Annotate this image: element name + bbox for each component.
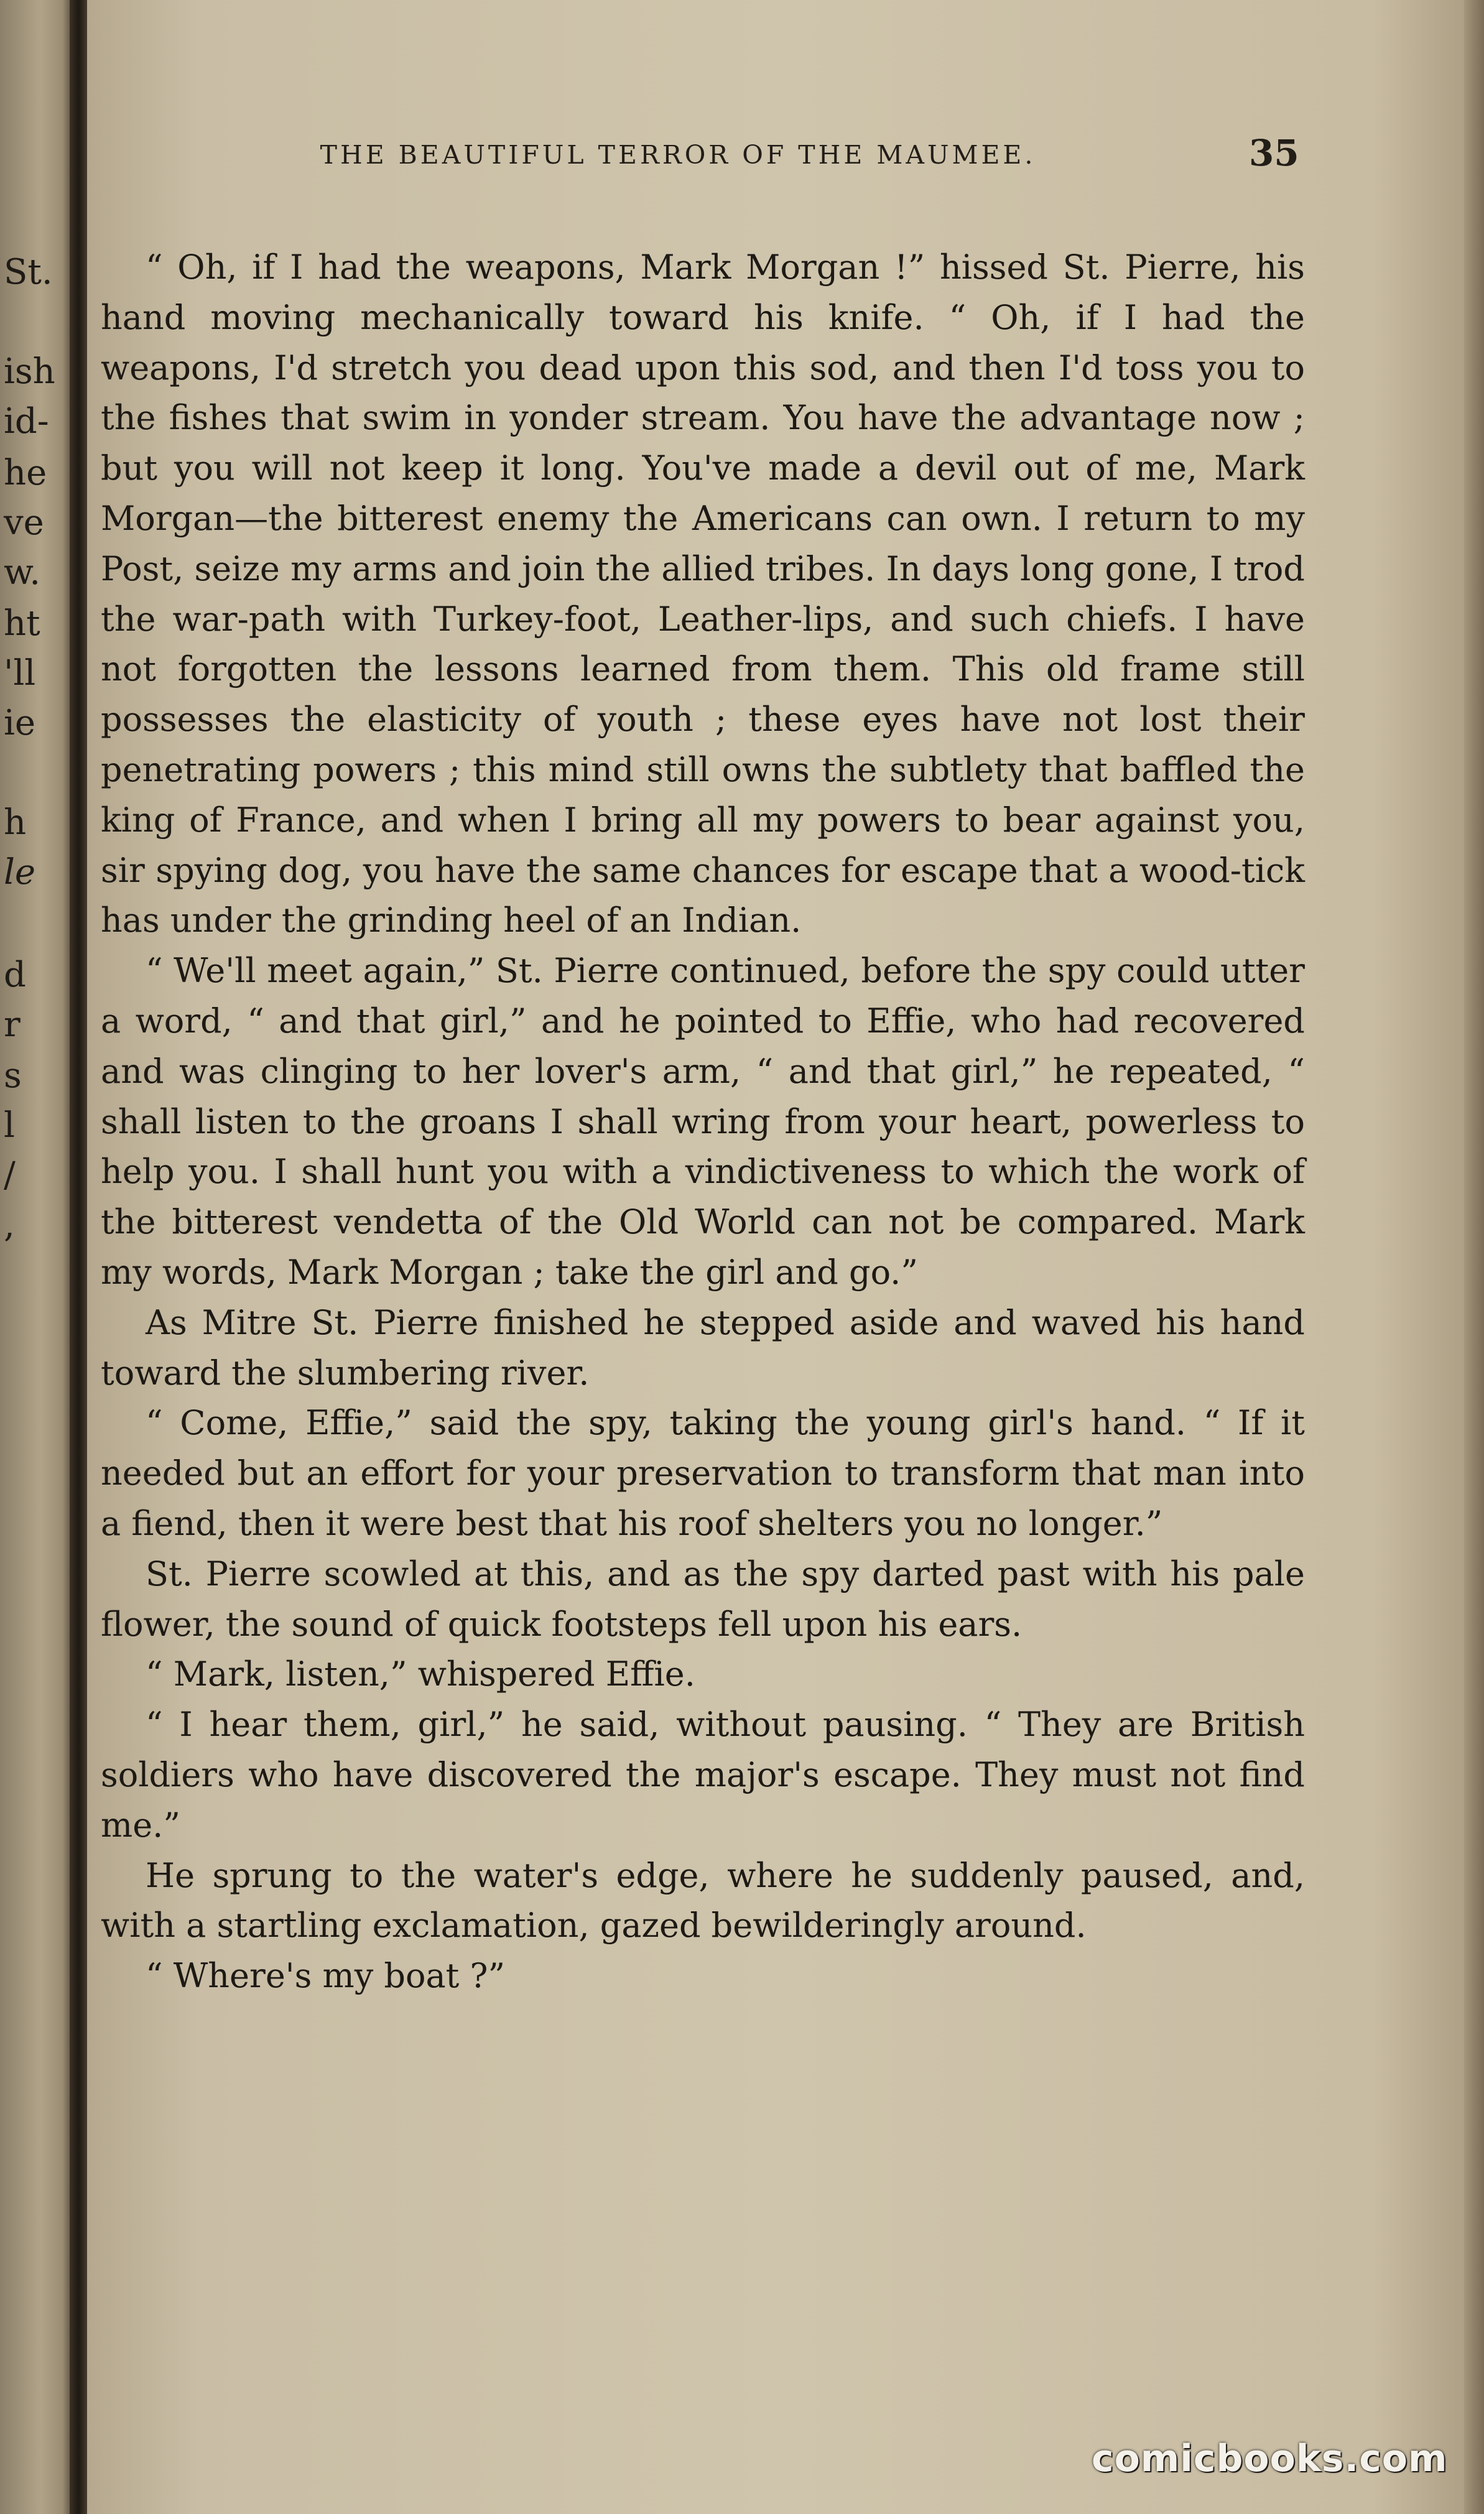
left-page-fragment: 'll — [4, 653, 36, 693]
paragraph: St. Pierre scowled at this, and as the spy darted past with his pale flower, the sound of quick footsteps fell upon his ears. — [101, 1554, 1305, 1644]
paragraph: As Mitre St. Pierre finished he stepped aside and waved his hand toward the slumbering river. — [101, 1302, 1305, 1393]
left-page-fragment: id- — [4, 401, 49, 442]
left-page-fragment: s — [4, 1055, 22, 1096]
left-page-fragment: / — [4, 1155, 16, 1195]
left-page-margin — [0, 0, 73, 2514]
paragraph: He sprung to the water's edge, where he suddenly paused, and, with a startling exclamation, gazed bewilderingly around. — [101, 1855, 1305, 1946]
left-page-fragment: ve — [4, 503, 44, 543]
left-page-fragment: l — [4, 1105, 15, 1146]
left-page-fragment: he — [4, 453, 47, 493]
left-page-fragment: ht — [4, 603, 40, 644]
left-page-fragment: ish — [4, 351, 55, 392]
left-page-fragment: St. — [4, 252, 53, 292]
left-page-fragment: le — [4, 852, 36, 893]
paragraph: “ I hear them, girl,” he said, without pausing. “ They are British soldiers who have discovered the major's escape. They must not find me.” — [101, 1705, 1305, 1845]
paragraph: “ Come, Effie,” said the spy, taking the young girl's hand. “ If it needed but an effort for your preservation to transform that man into a fiend, then it were best that his roof shelters you no longer.” — [101, 1403, 1305, 1543]
paragraph: “ Oh, if I had the weapons, Mark Morgan !” hissed St. Pierre, his hand moving mechanically toward his knife. “ Oh, if I had the weapons, I'd stretch you dead upon this sod, and then I'd toss you to the fishes that swim in yonder stream. You have the advantage now ; but you will not keep it long. You've made a devil out of me, Mark Morgan—the bitterest enemy the Americans can own. I return to my Post, seize my arms and join the allied tribes. In days long gone, I trod the war-path with Turkey-foot, Leather-lips, and such chiefs. I have not forgotten the lessons learned from them. This old frame still possesses the elasticity of youth ; these eyes have not lost their penetrating powers ; this mind still owns the subtlety that baffled the king of France, and when I bring all my powers to bear against you, sir spying dog, you have the same chances for escape that a wood-tick has under the grinding heel of an Indian. — [101, 248, 1305, 940]
page-edge — [1464, 0, 1484, 2514]
paragraph: “ Where's my boat ?” — [146, 1956, 506, 1996]
left-page-fragment: , — [4, 1205, 15, 1245]
left-page-fragment: h — [4, 802, 27, 843]
body-text — [101, 243, 1305, 2001]
left-page-fragment: r — [4, 1004, 21, 1045]
paragraph: “ We'll meet again,” St. Pierre continued, before the spy could utter a word, “ and that girl,” and he pointed to Effie, who had recovered and was clinging to her lover's arm, “ and that girl,” he repeated, “ shall listen to the groans I shall wring from your heart, powerless to help you. I shall hunt you with a vindictiveness to which the work of the bitterest vendetta of the Old World can not be compared. Mark my words, Mark Morgan ; take the girl and go.” — [101, 951, 1305, 1292]
watermark: comicbooks.com — [1092, 2437, 1448, 2480]
left-page-fragment: d — [4, 955, 26, 995]
left-page-fragment: ie — [4, 703, 36, 743]
paragraph: “ Mark, listen,” whispered Effie. — [146, 1654, 695, 1694]
page-number: 35 — [1249, 132, 1299, 174]
left-page-fragment: w. — [4, 552, 41, 593]
running-head: THE BEAUTIFUL TERROR OF THE MAUMEE. — [320, 140, 1036, 170]
